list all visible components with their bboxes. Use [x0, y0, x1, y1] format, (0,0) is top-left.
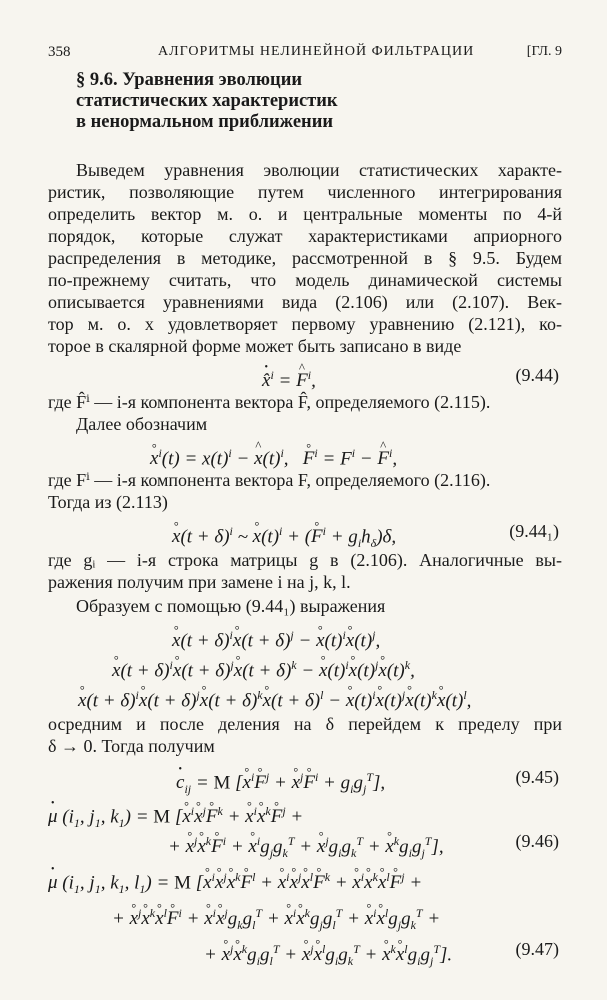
section-title [76, 70, 338, 133]
section-title-line: статистических характеристик [76, 91, 338, 111]
paragraph-line: где F̂ⁱ — i-я компонента вектора F̂, определяемого (2.115). [48, 392, 491, 412]
equation-definition: ° $x^i(t) = x(t)^i$ − ^ $x(t)^i$, ° $F^i = F^i$ − ^ $F^i$, [150, 442, 397, 470]
expression-line-3: ° $x(t + \delta)^i^\circ$ $x(t + \delta)^j^\circ$ $x(t + \delta)^k^\circ$ $x(t + \delta)^l$ − ° $x(t)^i^\circ$ $x(t)^j^\circ$ $x(t)^k^\circ$ $x(t)^l$, [78, 684, 471, 712]
paragraph-line: тор м. о. x удовлетворяет первому уравнению (2.121), ко- [48, 314, 562, 334]
paragraph-line: где Fⁱ — i-я компонента вектора F, определяемого (2.116). [48, 470, 491, 490]
expression-line-1: ° $x(t + \delta)^i^\circ$ $x(t + \delta)^j$ − ° $x(t)^i^\circ$ $x(t)^j$, [172, 624, 380, 652]
section-title-line: в ненормальном приближении [76, 112, 334, 132]
page-number: 358 [48, 44, 71, 60]
equation-947-line-3: + ° $x^j^\circ$ $x^kg_ig_l^T$ + ° $x^j^\circ$ $x^lg_ig_k^T$ + ° $x^k^\circ$ $x^lg_ig_j^T$]. [204, 938, 452, 972]
equation-947-line-2: + ° $x^j^\circ$ $x^k^\circ$ $x^l^\circ$ $F^i$ + ° $x^i^\circ$ $x^jg_kg_l^T$ + ° $x^i^\circ$ $x^kg_jg_l^T$ + ° $x^i^\circ$ $x^lg_jg_k^T$ + [112, 902, 440, 936]
paragraph-line: определить вектор м. о. и центральные моменты по 4-й [48, 204, 562, 224]
equation-number: (9.44) [515, 365, 559, 385]
equation-946-line-1: • μ ($i_1$, $j_1$, $k_1) = M$ [° $x^i^\circ$ $x^j^\circ$ $F^k$ + ° $x^i^\circ$ $x^k^\circ$ $F^j$ + [48, 800, 303, 834]
equation-number: (9.47) [515, 939, 559, 959]
paragraph-line: осредним и после деления на δ перейдем к пределу при [48, 714, 562, 734]
equation-947-line-1: • μ ($i_1$, $j_1$, $k_1$, $l_1) = M$ [° $x^i^\circ$ $x^j^\circ$ $x^k^\circ$ $F^l$ + ° $x^i^\circ$ $x^j^\circ$ $x^l^\circ$ $F^k$ + ° $x^i^\circ$ $x^k^\circ$ $x^l^\circ$ $F^j$ + [48, 866, 422, 900]
paragraph-line: по-прежнему считать, что модель динамической системы [48, 270, 562, 290]
paragraph-line: где gᵢ — i-я строка матрицы g в (2.106). Аналогичные вы- [48, 550, 562, 570]
expression-line-2: ° $x(t + \delta)^i^\circ$ $x(t + \delta)^j^\circ$ $x(t + \delta)^k$ − ° $x(t)^i^\circ$ $x(t)^j^\circ$ $x(t)^k$, [112, 654, 415, 682]
chapter-label: [ГЛ. 9 [526, 44, 562, 59]
paragraph-line: ристик, позволяющие путем численного интегрирования [48, 182, 562, 202]
equation-9441: ° $x(t + \delta)^i$ ~ ° $x(t)^i$ + (° $F^i + g_ih_\delta)\delta$, [172, 520, 396, 554]
equation-number: (9.46) [515, 831, 559, 851]
equation-944: • x̂$^i$ = ^ $F^i$, [262, 364, 316, 392]
equation-946-line-2: + ° $x^j^\circ$ $x^k^\circ$ $F^i$ + ° $x^ig_jg_k^T$ + ° $x^jg_ig_k^T$ + ° $x^kg_ig_j^T$], [168, 830, 444, 864]
page-header [48, 44, 562, 64]
equation-number: (9.44₁) [509, 521, 559, 541]
paragraph-line: Выведем уравнения эволюции статистических характе- [76, 160, 562, 180]
section-title-line: § 9.6. Уравнения эволюции [76, 70, 303, 90]
paragraph-line: δ → 0. Тогда получим [48, 736, 215, 756]
paragraph-line: Тогда из (2.113) [48, 492, 168, 512]
paragraph-line: распределения в методике, рассмотренной в § 9.5. Будем [48, 248, 562, 268]
paragraph-line: ражения получим при замене i на j, k, l. [48, 572, 351, 592]
equation-number: (9.45) [515, 767, 559, 787]
paragraph-line: порядок, которые служат характеристиками априорного [48, 226, 562, 246]
paragraph-line: Образуем с помощью (9.44₁) выражения [76, 596, 386, 616]
paragraph-line: описывается уравнениями вида (2.106) или (2.107). Век- [48, 292, 562, 312]
equation-945: • $c_{ij} = M$ [° $x^i^\circ$ $F^j$ + ° $x^j^\circ$ $F^i + g_ig_j^T$], [176, 766, 385, 800]
paragraph-line: Далее обозначим [76, 414, 208, 434]
paragraph-line: торое в скалярной форме может быть записано в виде [48, 336, 462, 356]
running-title: АЛГОРИТМЫ НЕЛИНЕЙНОЙ ФИЛЬТРАЦИИ [158, 44, 475, 59]
